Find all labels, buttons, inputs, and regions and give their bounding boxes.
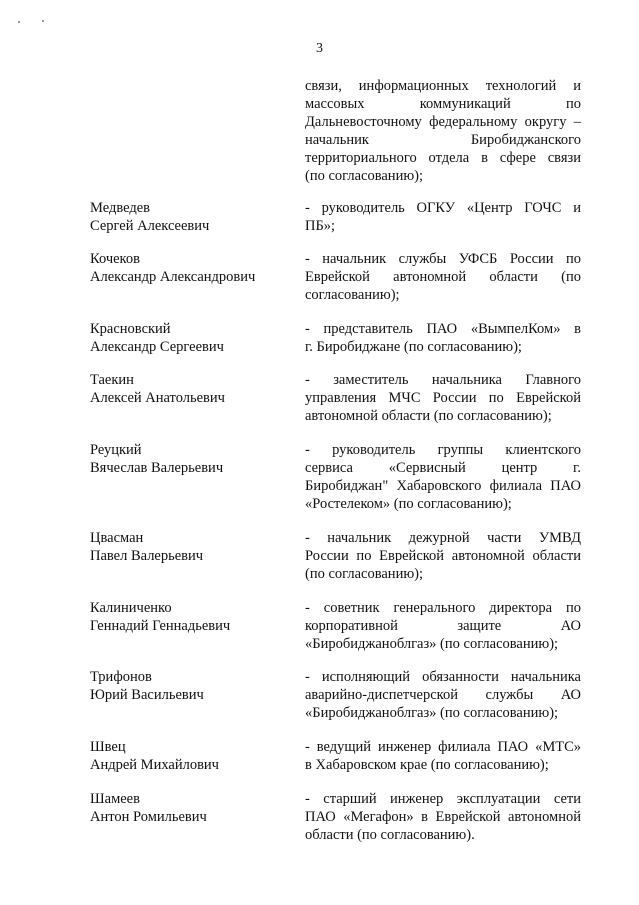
member-name — [90, 599, 290, 635]
member-position — [305, 599, 581, 653]
member-position — [305, 738, 581, 774]
position-line: согласованию); — [305, 287, 400, 303]
member-name — [90, 668, 290, 704]
member-name — [90, 790, 290, 826]
position-line: сервиса «Сервисный центр г. — [305, 460, 581, 476]
member-name — [90, 199, 290, 235]
position-line: ПАО «Мегафон» в Еврейской автономной — [305, 809, 581, 825]
position-line: «Биробиджаноблгаз» (по согласованию); — [305, 705, 559, 721]
position-line: Биробиджан" Хабаровского филиала ПАО — [305, 478, 581, 494]
member-position — [305, 529, 581, 583]
position-line: ПБ»; — [305, 218, 336, 234]
member-name — [90, 441, 290, 477]
position-line: Еврейской автономной области (по — [305, 269, 581, 285]
member-given-name: Геннадий Геннадьевич — [90, 618, 231, 634]
member-name — [90, 250, 290, 286]
position-line: (по согласованию); — [305, 566, 424, 582]
scan-speck — [18, 21, 20, 23]
member-surname: Цвасман — [90, 530, 144, 546]
member-surname: Шамеев — [90, 791, 140, 807]
member-position — [305, 441, 581, 513]
member-name — [90, 320, 290, 356]
position-line: «Биробиджаноблгаз» (по согласованию); — [305, 636, 559, 652]
scan-speck — [42, 20, 44, 22]
position-line: - начальник дежурной части УМВД — [305, 530, 581, 546]
page-number: 3 — [316, 41, 323, 56]
position-line: - исполняющий обязанности начальника — [305, 669, 581, 685]
member-surname: Таекин — [90, 372, 134, 388]
continuation-line: массовых коммуникаций по — [305, 96, 581, 112]
member-given-name: Алексей Анатольевич — [90, 390, 225, 406]
position-line: области (по согласованию). — [305, 827, 475, 843]
member-position — [305, 250, 581, 304]
member-given-name: Павел Валерьевич — [90, 548, 204, 564]
position-line: «Ростелеком» (по согласованию); — [305, 496, 512, 512]
position-line: аварийно-диспетчерской службы АО — [305, 687, 581, 703]
position-line: - представитель ПАО «ВымпелКом» в — [305, 321, 581, 337]
member-surname: Красновский — [90, 321, 171, 337]
member-position — [305, 371, 581, 425]
position-line: автономной области (по согласованию); — [305, 408, 552, 424]
member-surname: Кочеков — [90, 251, 140, 267]
position-line: в Хабаровском крае (по согласованию); — [305, 757, 549, 773]
member-given-name: Александр Александрович — [90, 269, 256, 285]
continuation-text — [305, 77, 581, 185]
position-line: корпоративной защите АО — [305, 618, 581, 634]
position-line: - старший инженер эксплуатации сети — [305, 791, 581, 807]
member-given-name: Александр Сергеевич — [90, 339, 224, 355]
continuation-line: (по согласованию); — [305, 168, 424, 184]
member-position — [305, 320, 581, 356]
position-line: России по Еврейской автономной области — [305, 548, 581, 564]
position-line: - советник генерального директора по — [305, 600, 581, 616]
position-line: г. Биробиджане (по согласованию); — [305, 339, 522, 355]
member-position — [305, 199, 581, 235]
member-surname: Медведев — [90, 200, 150, 216]
position-line: управления МЧС России по Еврейской — [305, 390, 581, 406]
member-given-name: Вячеслав Валерьевич — [90, 460, 224, 476]
member-surname: Швец — [90, 739, 126, 755]
continuation-line: начальник Биробиджанского — [305, 132, 581, 148]
continuation-line: территориального отдела в сфере связи — [305, 150, 581, 166]
member-given-name: Сергей Алексеевич — [90, 218, 210, 234]
member-surname: Трифонов — [90, 669, 152, 685]
member-name — [90, 738, 290, 774]
position-line: - руководитель ОГКУ «Центр ГОЧС и — [305, 200, 581, 216]
member-given-name: Антон Ромильевич — [90, 809, 207, 825]
position-line: - ведущий инженер филиала ПАО «МТС» — [305, 739, 581, 755]
continuation-line: связи, информационных технологий и — [305, 78, 581, 94]
member-name — [90, 529, 290, 565]
member-position — [305, 790, 581, 844]
position-line: - заместитель начальника Главного — [305, 372, 581, 388]
member-surname: Калиниченко — [90, 600, 172, 616]
position-line: - руководитель группы клиентского — [305, 442, 581, 458]
member-position — [305, 668, 581, 722]
continuation-line: Дальневосточному федеральному округу – — [305, 114, 581, 130]
member-surname: Реуцкий — [90, 442, 142, 458]
member-given-name: Юрий Васильевич — [90, 687, 204, 703]
position-line: - начальник службы УФСБ России по — [305, 251, 581, 267]
member-given-name: Андрей Михайлович — [90, 757, 219, 773]
member-name — [90, 371, 290, 407]
